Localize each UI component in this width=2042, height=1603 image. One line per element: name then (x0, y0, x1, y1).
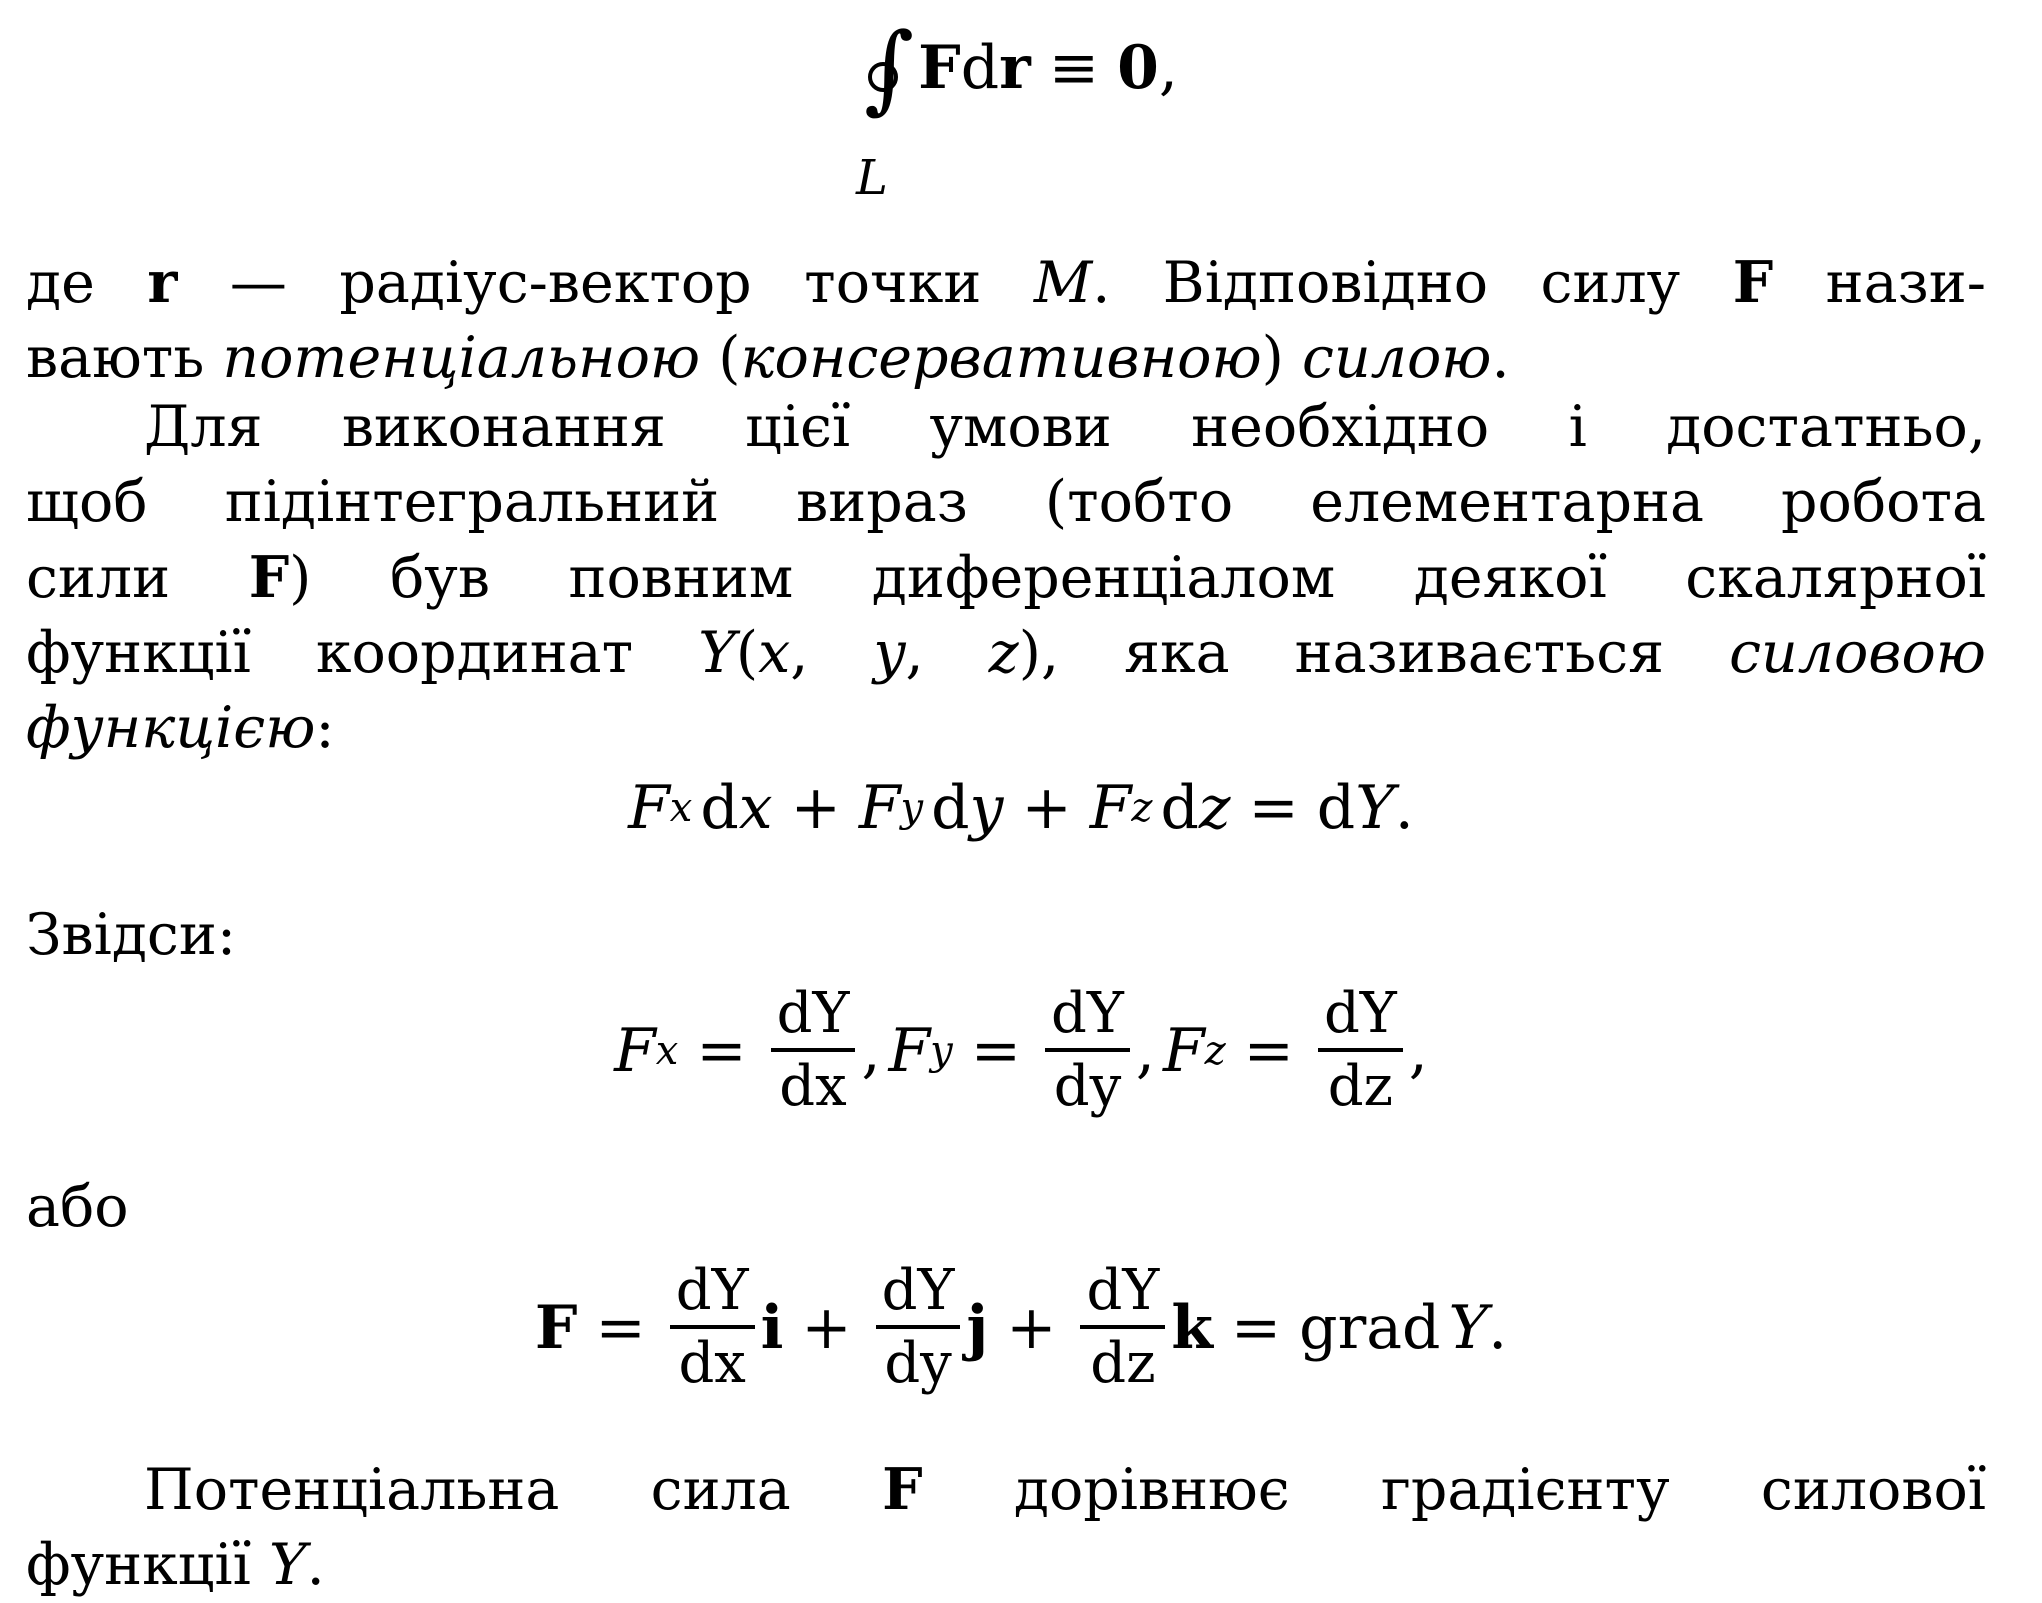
sub-y: y (930, 1027, 953, 1074)
text: функції координат (26, 620, 699, 686)
paragraph-2-line-1: Для виконання цієї умови необхідно і достатньо, (144, 394, 1986, 460)
point-m: M (1033, 250, 1093, 316)
f: F (888, 1015, 931, 1086)
force-vector: F (534, 1292, 578, 1363)
denominator: dz (1327, 1053, 1394, 1119)
x: x (738, 773, 773, 843)
fraction-dy-dx (771, 981, 856, 1119)
term-function: функцією (26, 695, 316, 761)
numerator: dY (670, 1262, 755, 1329)
equals: = (970, 1015, 1022, 1086)
denominator: dy (884, 1330, 952, 1396)
sub-z: z (1131, 785, 1153, 831)
equals: = (1230, 1292, 1282, 1363)
equation-differential (0, 773, 2042, 843)
plus: + (1006, 1292, 1057, 1363)
paragraph-2-line-2: щоб підінтегральний вираз (тобто елементарна робота (26, 469, 1986, 535)
comma: , (861, 1015, 881, 1086)
fraction-dy-dz (1080, 1258, 1165, 1396)
comma: , (790, 620, 874, 686)
radius-vector: r (999, 33, 1031, 103)
fraction-dy-dx (670, 1258, 755, 1396)
paren: ) (1018, 620, 1041, 686)
sub-x: x (669, 785, 693, 831)
text: нази- (1773, 250, 1986, 316)
differential: d (960, 33, 1000, 103)
force-vector: F (882, 1456, 923, 1523)
plus: + (790, 773, 841, 843)
text: сили (26, 545, 249, 611)
term-force: силою (1302, 325, 1492, 391)
force-vector: F (248, 544, 290, 611)
d: d (931, 773, 970, 843)
f: F (1162, 1015, 1205, 1086)
equation-circulation (0, 12, 2042, 124)
sub-y: y (900, 785, 924, 831)
unit-k: k (1171, 1292, 1213, 1363)
var-x: x (758, 620, 791, 686)
contour-integral-sign: ∫ (864, 12, 915, 124)
paragraph-1-line-2 (26, 321, 1986, 396)
text: дорівнює градієнту силової (922, 1457, 1986, 1523)
text: ) (1261, 325, 1303, 391)
equals: = (696, 1015, 747, 1086)
var-y-func: Y (698, 620, 736, 686)
paragraph-1-line-1 (26, 245, 1986, 321)
term-potential: потенціальною (222, 325, 701, 391)
radius-vector: r (147, 249, 178, 316)
grad-operator: grad (1299, 1292, 1441, 1363)
text: — радіус-вектор точки (177, 250, 1034, 316)
zero: 0 (1117, 33, 1159, 103)
paragraph-3-line-2 (26, 1528, 1986, 1603)
var-y: y (873, 620, 906, 686)
paragraph-3 (26, 1452, 1986, 1603)
period: . (1488, 1292, 1508, 1363)
sub-x: x (655, 1027, 679, 1074)
comma: , (1135, 1015, 1155, 1086)
text: де (26, 250, 148, 316)
y-func: Y (269, 1532, 307, 1598)
comma: , (1158, 33, 1178, 103)
paragraph-2 (26, 390, 1986, 766)
unit-j: j (966, 1292, 989, 1363)
f: F (1089, 773, 1132, 843)
contour-label: L (856, 150, 888, 206)
paragraph-2-line-5 (26, 691, 1986, 766)
y-func: Y (1448, 1292, 1489, 1363)
period: . (1394, 773, 1414, 843)
text: функції (26, 1532, 270, 1598)
paren: ( (735, 620, 759, 686)
paragraph-1 (26, 245, 1986, 396)
equals: = (1243, 1015, 1294, 1086)
term-force-function: силовою (1729, 620, 1986, 686)
f: F (614, 1015, 656, 1086)
text: вають (26, 325, 223, 391)
paragraph-2-line-3 (26, 540, 1986, 616)
text: Потенціальна сила (144, 1457, 883, 1523)
numerator: dY (1318, 985, 1403, 1052)
numerator: dY (1045, 985, 1130, 1052)
paragraph-2-line-4 (26, 616, 1986, 691)
comma: , (1408, 1015, 1428, 1086)
f: F (628, 773, 670, 843)
equation-components (0, 981, 2042, 1119)
numerator: dY (876, 1262, 961, 1329)
paragraph-3-line-1 (26, 1452, 1986, 1528)
numerator: dY (771, 985, 856, 1052)
text: : (315, 695, 335, 761)
z: z (1198, 773, 1231, 843)
plus: + (1021, 773, 1072, 843)
y-func: Y (1355, 773, 1395, 843)
comma: , (905, 620, 989, 686)
d: d (700, 773, 739, 843)
text: . (1491, 325, 1510, 391)
denominator: dy (1053, 1053, 1122, 1119)
text-zvidsy: Звідси: (26, 902, 237, 968)
denominator: dz (1090, 1330, 1156, 1396)
fraction-dy-dz (1318, 981, 1403, 1119)
text: ) був повним диференціалом деякої скалярної (289, 545, 1987, 611)
d: d (1316, 773, 1356, 843)
text: ( (700, 325, 741, 391)
equation-gradient (0, 1258, 2042, 1396)
denominator: dx (678, 1330, 746, 1396)
equiv-sign: ≡ (1048, 33, 1100, 103)
var-z: z (988, 620, 1019, 686)
fraction-dy-dy (876, 1258, 961, 1396)
plus: + (801, 1292, 852, 1363)
text: . (306, 1532, 325, 1598)
y: y (969, 773, 1004, 843)
sub-z: z (1204, 1027, 1226, 1074)
equals: = (1248, 773, 1299, 843)
text: . Відповідно силу (1092, 250, 1733, 316)
text: , яка називається (1040, 620, 1730, 686)
force-vector: F (1732, 249, 1774, 316)
unit-i: i (760, 1292, 784, 1363)
term-conservative: консервативною (740, 325, 1262, 391)
text-abo: або (26, 1174, 129, 1240)
f: F (858, 773, 901, 843)
force-vector: F (918, 33, 961, 103)
fraction-dy-dy (1045, 981, 1130, 1119)
numerator: dY (1080, 1262, 1165, 1329)
equals: = (595, 1292, 646, 1363)
denominator: dx (779, 1053, 847, 1119)
d: d (1160, 773, 1199, 843)
